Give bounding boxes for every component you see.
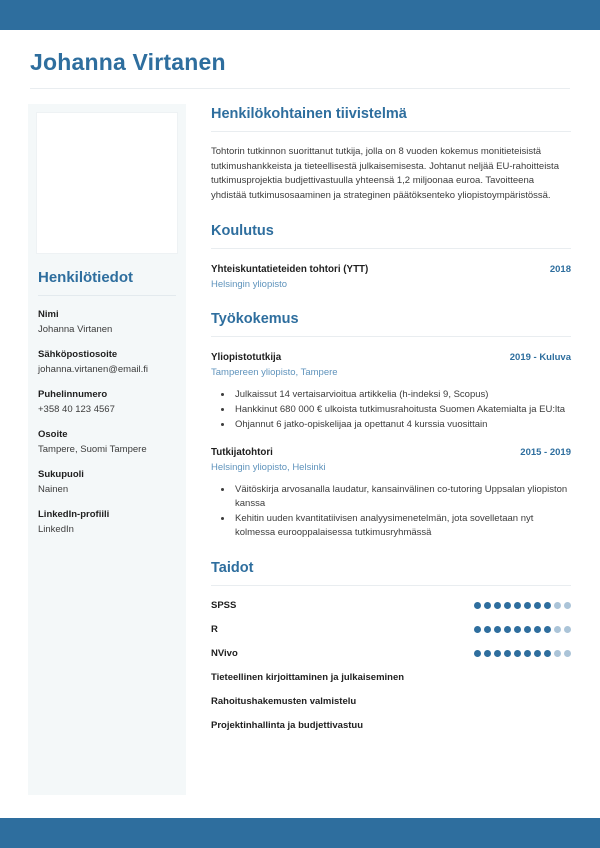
summary-divider <box>211 131 571 132</box>
cv-entry-organization: Helsingin yliopisto, Helsinki <box>211 462 326 473</box>
rating-dot-filled <box>514 626 521 633</box>
education-divider <box>211 248 571 249</box>
skill-row <box>211 647 571 660</box>
skill-rating <box>474 602 571 609</box>
education-section <box>211 221 571 291</box>
rating-dot-filled <box>524 650 531 657</box>
rating-dot-empty <box>564 602 571 609</box>
personal-detail-value: johanna.virtanen@email.fi <box>38 364 148 375</box>
header-divider <box>30 88 570 89</box>
skill-name: SPSS <box>211 600 237 611</box>
header <box>30 48 570 89</box>
cv-entry <box>211 351 571 432</box>
skills-section <box>211 558 571 732</box>
personal-detail-label: Nimi <box>38 309 59 320</box>
education-entry-list <box>211 263 571 291</box>
cv-entry <box>211 263 571 291</box>
personal-detail-value: Tampere, Suomi Tampere <box>38 444 147 455</box>
rating-dot-filled <box>544 650 551 657</box>
rating-dot-empty <box>564 626 571 633</box>
personal-detail-item <box>38 308 180 336</box>
cv-entry-bullet: • Ohjannut 6 jatko-opiskelijaa ja opettanut 4 kurssia vuosittain <box>233 418 571 432</box>
rating-dot-empty <box>554 602 561 609</box>
skill-rating <box>474 626 571 633</box>
cv-entry-date: 2015 - 2019 <box>520 447 571 458</box>
skill-name: Tieteellinen kirjoittaminen ja julkaiseminen <box>211 672 405 683</box>
page-title: Johanna Virtanen <box>30 49 226 75</box>
rating-dot-filled <box>504 602 511 609</box>
personal-detail-value: +358 40 123 4567 <box>38 404 115 415</box>
personal-detail-label: Osoite <box>38 429 68 440</box>
skills-divider <box>211 585 571 586</box>
cv-entry-bullet: • Julkaissut 14 vertaisarvioitua artikkelia (h-indeksi 9, Scopus) <box>233 388 571 402</box>
skill-row <box>211 695 571 708</box>
rating-dot-empty <box>564 650 571 657</box>
summary-heading: Henkilökohtainen tiivistelmä <box>211 106 407 122</box>
spacer-summary-education <box>211 207 571 221</box>
cv-entry-title: Yliopistotutkija <box>211 352 282 363</box>
personal-detail-label: Sukupuoli <box>38 469 84 480</box>
rating-dot-filled <box>504 650 511 657</box>
cv-entry-header <box>211 446 571 459</box>
rating-dot-filled <box>494 626 501 633</box>
skill-name: Rahoitushakemusten valmistelu <box>211 696 357 707</box>
personal-detail-value: Johanna Virtanen <box>38 324 113 335</box>
personal-detail-item <box>38 348 180 376</box>
personal-detail-value: Nainen <box>38 484 69 495</box>
spacer-experience-skills <box>211 544 571 558</box>
personal-details-list <box>38 308 180 536</box>
skill-row <box>211 671 571 684</box>
rating-dot-filled <box>504 626 511 633</box>
cv-entry-title: Tutkijatohtori <box>211 447 273 458</box>
rating-dot-filled <box>524 602 531 609</box>
rating-dot-filled <box>494 650 501 657</box>
rating-dot-filled <box>544 626 551 633</box>
rating-dot-filled <box>494 602 501 609</box>
rating-dot-filled <box>544 602 551 609</box>
rating-dot-filled <box>484 626 491 633</box>
personal-detail-value: LinkedIn <box>38 524 74 535</box>
cv-entry-bullet-list <box>211 483 571 540</box>
personal-detail-item <box>38 428 180 456</box>
rating-dot-empty <box>554 626 561 633</box>
personal-detail-item <box>38 468 180 496</box>
cv-entry-header <box>211 351 571 364</box>
skills-list <box>211 599 571 732</box>
personal-detail-label: Sähköpostiosoite <box>38 349 118 360</box>
cv-entry-organization: Tampereen yliopisto, Tampere <box>211 367 338 378</box>
cv-entry-bullet: • Kehitin uuden kvantitatiivisen analyysimenetelmän, jota sovelletaan nyt kolmessa eurooppalaisessa tutkimusryhmässä <box>233 512 571 540</box>
personal-detail-label: LinkedIn-profiili <box>38 509 110 520</box>
avatar <box>36 112 178 254</box>
cv-entry-title: Yhteiskuntatieteiden tohtori (YTT) <box>211 264 369 275</box>
rating-dot-filled <box>534 650 541 657</box>
education-heading: Koulutus <box>211 223 274 239</box>
personal-details-heading: Henkilötiedot <box>38 269 134 286</box>
experience-heading: Työkokemus <box>211 311 299 327</box>
cv-entry-date: 2018 <box>549 264 571 275</box>
rating-dot-filled <box>534 602 541 609</box>
skills-heading: Taidot <box>211 560 254 576</box>
cv-entry-bullet-list <box>211 388 571 432</box>
personal-detail-item <box>38 388 180 416</box>
experience-section <box>211 309 571 540</box>
main-column <box>211 104 571 743</box>
rating-dot-filled <box>474 602 481 609</box>
summary-section <box>211 104 571 203</box>
skill-row <box>211 599 571 612</box>
cv-entry-organization: Helsingin yliopisto <box>211 279 288 290</box>
rating-dot-filled <box>484 602 491 609</box>
cv-entry-header <box>211 263 571 276</box>
skill-name: Projektinhallinta ja budjettivastuu <box>211 720 364 731</box>
summary-text: Tohtorin tutkinnon suorittanut tutkija, jolla on 8 vuoden kokemus monitieteisistä tutkimushankkeista ja tieteellisestä julkaisemisesta. Johtanut neljää EU-rahoitteista tutkimusprojektia budjettivastuulla yhteensä 1,2 miljoonaa euroa. Tavoitteena yhdistää tutkimusosaaminen ja strateginen päätöksenteko yliopistoympäristössä. <box>211 146 559 201</box>
skill-row <box>211 719 571 732</box>
rating-dot-filled <box>534 626 541 633</box>
rating-dot-filled <box>474 650 481 657</box>
cv-entry-bullet: • Hankkinut 680 000 € ulkoista tutkimusrahoitusta Suomen Akatemialta ja EU:lta <box>233 403 571 417</box>
personal-detail-item <box>38 508 180 536</box>
skill-rating <box>474 650 571 657</box>
experience-divider <box>211 336 571 337</box>
bottom-color-band <box>0 818 600 848</box>
rating-dot-filled <box>484 650 491 657</box>
rating-dot-filled <box>524 626 531 633</box>
cv-entry <box>211 446 571 540</box>
rating-dot-filled <box>514 602 521 609</box>
skill-name: R <box>211 624 218 635</box>
skill-row <box>211 623 571 636</box>
personal-detail-label: Puhelinnumero <box>38 389 108 400</box>
rating-dot-filled <box>514 650 521 657</box>
cv-entry-bullet: • Väitöskirja arvosanalla laudatur, kansainvälinen co-tutoring Uppsalan yliopiston kanssa <box>233 483 571 511</box>
rating-dot-filled <box>474 626 481 633</box>
rating-dot-empty <box>554 650 561 657</box>
spacer-education-experience <box>211 295 571 309</box>
top-color-band <box>0 0 600 30</box>
cv-entry-date: 2019 - Kuluva <box>509 352 571 363</box>
experience-entry-list <box>211 351 571 540</box>
personal-details-divider <box>38 295 176 296</box>
personal-details-section <box>38 268 180 548</box>
skill-name: NVivo <box>211 648 238 659</box>
